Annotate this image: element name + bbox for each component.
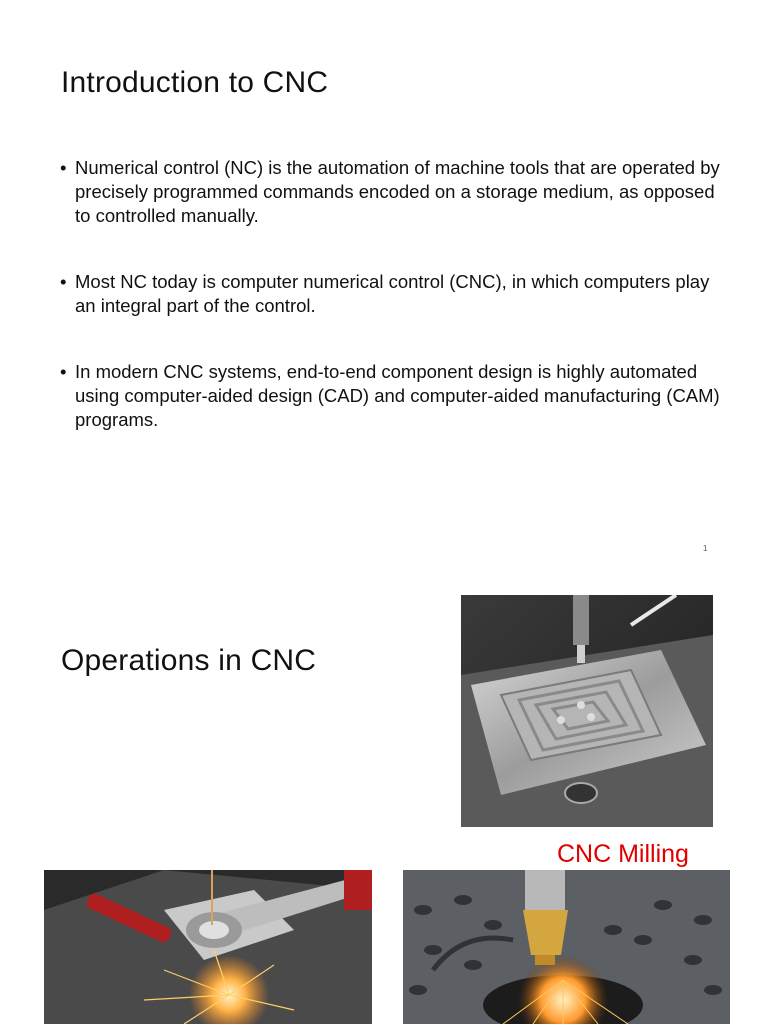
bullet-item: • Numerical control (NC) is the automation of machine tools that are operated by precisely programmed commands encoded on a storage medium, as opposed to controlled manually.	[60, 156, 720, 246]
bullet-item: • In modern CNC systems, end-to-end component design is highly automated using computer-aided design (CAD) and computer-aided manufacturing (CAM) programs.	[60, 360, 720, 432]
bullet-list	[60, 156, 720, 432]
slide-title: Introduction to CNC	[61, 66, 329, 99]
cnc-plasma-cutting-photo	[403, 870, 730, 1024]
cnc-welding-photo	[44, 870, 372, 1024]
bullet-item: • Most NC today is computer numerical control (CNC), in which computers play an integral part of the control.	[60, 270, 720, 360]
milling-caption: CNC Milling	[557, 840, 689, 868]
page-number: 1	[703, 544, 708, 553]
cnc-milling-photo	[461, 595, 713, 827]
slide-title: Operations in CNC	[61, 644, 317, 677]
slide-2	[0, 576, 768, 1024]
